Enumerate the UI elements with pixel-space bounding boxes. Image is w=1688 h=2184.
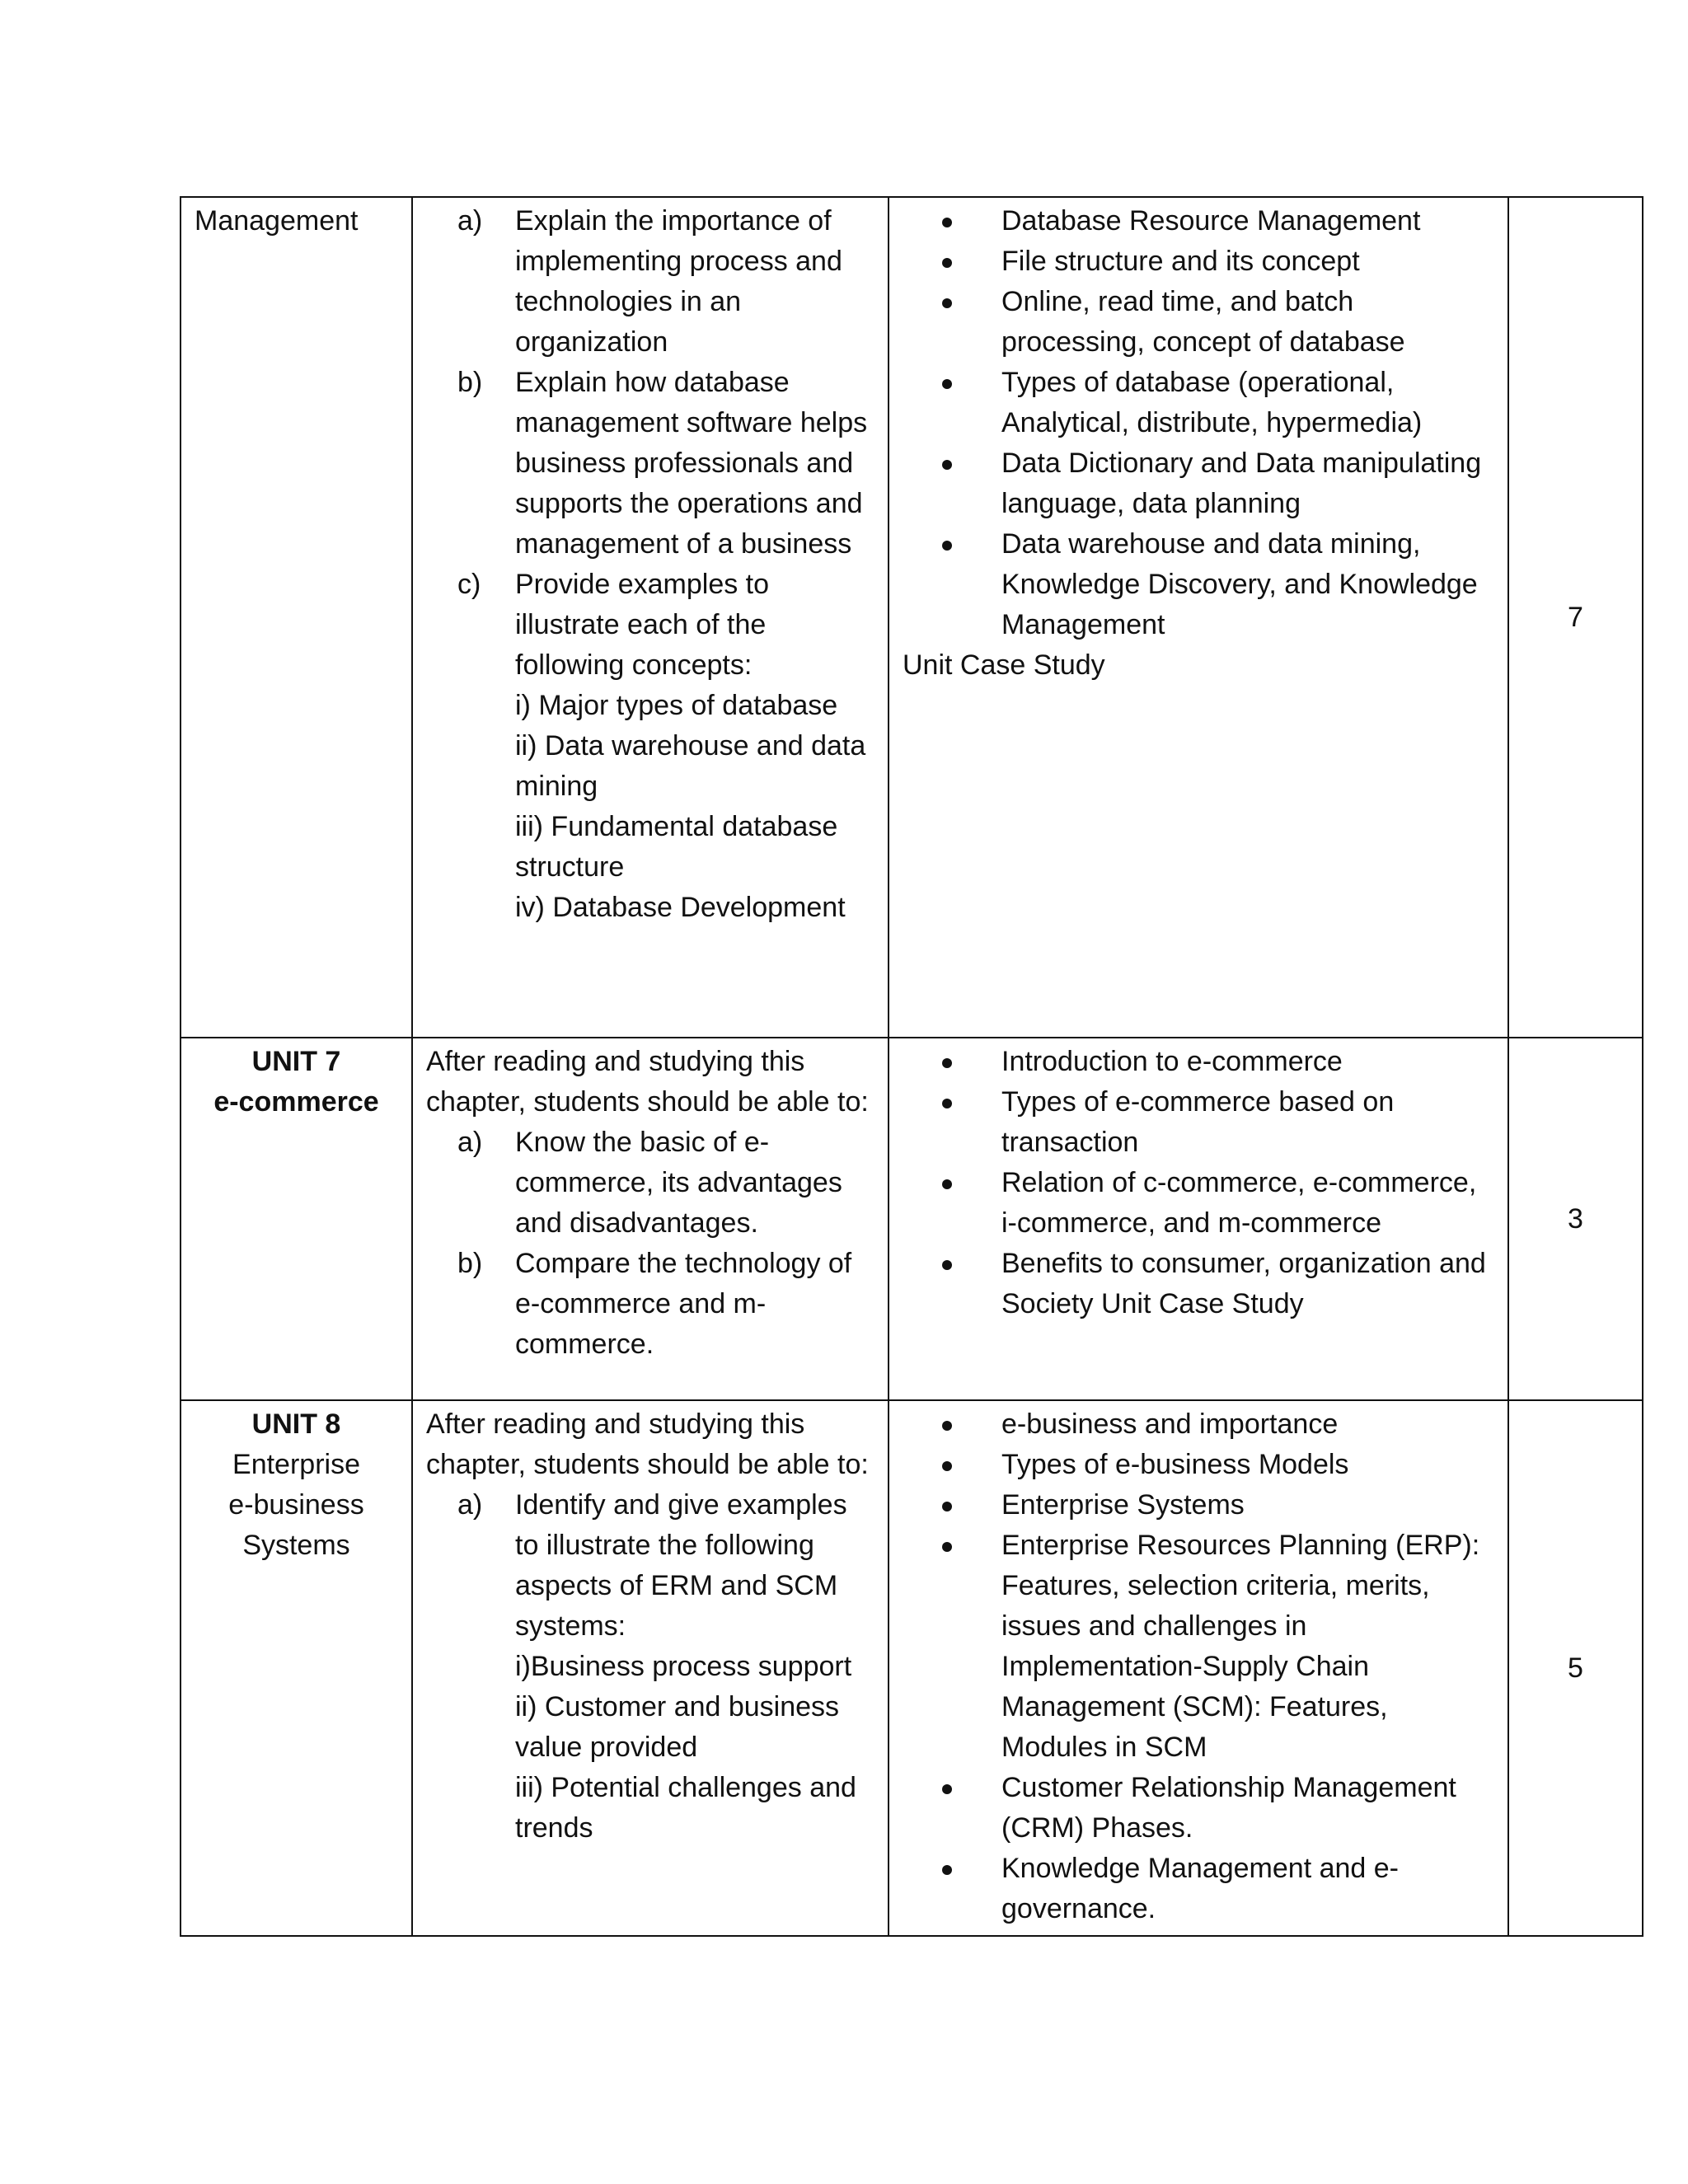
topics-list bbox=[903, 201, 1494, 645]
topic-item: Database Resource Management bbox=[1001, 201, 1494, 241]
topic-item: Online, read time, and batch processing, concept of database bbox=[1001, 282, 1494, 363]
topic-item: Relation of c-commerce, e-commerce, i-commerce, and m-commerce bbox=[1001, 1163, 1494, 1244]
table-row bbox=[181, 1400, 1643, 1936]
objective-subitem: iii) Fundamental database structure bbox=[515, 811, 838, 883]
unit-cell bbox=[181, 197, 412, 1038]
bullet-icon bbox=[942, 460, 952, 470]
topic-item: Data warehouse and data mining, Knowledge Discovery, and Knowledge Management bbox=[1001, 524, 1494, 645]
table-row bbox=[181, 197, 1643, 1038]
topics-cell bbox=[889, 1400, 1508, 1936]
topic-item: Types of database (operational, Analytical, distribute, hypermedia) bbox=[1001, 363, 1494, 443]
hours-value: 3 bbox=[1568, 1202, 1583, 1235]
objective-text: Provide examples to illustrate each of the following concepts: bbox=[515, 569, 770, 681]
objective-text: Compare the technology of e-commerce and m-commerce. bbox=[515, 1248, 852, 1360]
unit-case-study: Unit Case Study bbox=[903, 649, 1105, 681]
topic-item: Introduction to e-commerce bbox=[1001, 1042, 1494, 1082]
objective-marker: c) bbox=[457, 569, 481, 600]
objective-subitem: ii) Customer and business value provided bbox=[515, 1691, 840, 1763]
objectives-cell bbox=[412, 1400, 889, 1936]
objective-subitem: iv) Database Development bbox=[515, 892, 846, 923]
hours-value: 5 bbox=[1568, 1652, 1583, 1684]
topic-item: Benefits to consumer, organization and Society Unit Case Study bbox=[1001, 1244, 1494, 1324]
objective-subitem: ii) Data warehouse and data mining bbox=[515, 730, 866, 802]
topic-item: Types of e-commerce based on transaction bbox=[1001, 1082, 1494, 1163]
bullet-icon bbox=[942, 1461, 952, 1471]
unit-name: Systems bbox=[242, 1530, 350, 1561]
table-row bbox=[181, 1038, 1643, 1400]
bullet-icon bbox=[942, 541, 952, 551]
objective-item bbox=[457, 1244, 874, 1365]
unit-name: e-business bbox=[228, 1489, 364, 1521]
objective-marker: a) bbox=[457, 1489, 483, 1521]
objective-item bbox=[457, 1485, 874, 1849]
topic-item: Data Dictionary and Data manipulating language, data planning bbox=[1001, 443, 1494, 524]
bullet-icon bbox=[942, 218, 952, 227]
objective-item bbox=[457, 565, 874, 928]
bullet-icon bbox=[942, 258, 952, 268]
topic-item: Types of e-business Models bbox=[1001, 1445, 1494, 1485]
objective-item bbox=[457, 201, 874, 363]
bullet-icon bbox=[942, 379, 952, 389]
bullet-icon bbox=[942, 1542, 952, 1552]
unit-cell bbox=[181, 1038, 412, 1400]
topic-item: Customer Relationship Management (CRM) Phases. bbox=[1001, 1768, 1494, 1849]
bullet-icon bbox=[942, 1260, 952, 1270]
bullet-icon bbox=[942, 1421, 952, 1431]
unit-title: UNIT 8 bbox=[251, 1408, 341, 1440]
topics-list bbox=[903, 1042, 1494, 1324]
topics-list bbox=[903, 1404, 1494, 1929]
objective-marker: b) bbox=[457, 1248, 483, 1279]
objective-marker: a) bbox=[457, 205, 483, 237]
objectives-cell bbox=[412, 1038, 889, 1400]
hours-cell bbox=[1508, 1400, 1643, 1936]
objectives-intro: After reading and studying this chapter, students should be able to: bbox=[426, 1046, 869, 1118]
topics-cell bbox=[889, 1038, 1508, 1400]
unit-cell bbox=[181, 1400, 412, 1936]
objective-item bbox=[457, 1122, 874, 1244]
objective-item bbox=[457, 363, 874, 565]
objective-text: Identify and give examples to illustrate the following aspects of ERM and SCM systems: bbox=[515, 1489, 847, 1642]
objective-subitem: iii) Potential challenges and trends bbox=[515, 1772, 856, 1844]
hours-cell bbox=[1508, 197, 1643, 1038]
bullet-icon bbox=[942, 1502, 952, 1511]
bullet-icon bbox=[942, 1179, 952, 1189]
unit-title: UNIT 7 bbox=[251, 1046, 341, 1077]
topic-item: Knowledge Management and e-governance. bbox=[1001, 1849, 1494, 1929]
objectives-list bbox=[426, 1122, 874, 1365]
unit-name: e-commerce bbox=[213, 1086, 379, 1118]
topics-cell bbox=[889, 197, 1508, 1038]
objective-text: Explain the importance of implementing process and technologies in an organization bbox=[515, 205, 842, 358]
objective-text: Explain how database management software helps business professionals and supports the operations and management of a business bbox=[515, 367, 868, 560]
objective-marker: b) bbox=[457, 367, 483, 398]
hours-cell bbox=[1508, 1038, 1643, 1400]
topic-item: Enterprise Systems bbox=[1001, 1485, 1494, 1526]
bullet-icon bbox=[942, 1784, 952, 1794]
objective-marker: a) bbox=[457, 1127, 483, 1158]
objective-text: Know the basic of e-commerce, its advantages and disadvantages. bbox=[515, 1127, 842, 1239]
bullet-icon bbox=[942, 1865, 952, 1875]
objective-subitem: i) Major types of database bbox=[515, 690, 838, 721]
objectives-list bbox=[426, 1485, 874, 1849]
topic-item: Enterprise Resources Planning (ERP): Features, selection criteria, merits, issues and challenges in Implementation-Supply Chain Management (SCM): Features, Modules in SCM bbox=[1001, 1526, 1494, 1768]
topic-item: File structure and its concept bbox=[1001, 241, 1494, 282]
bullet-icon bbox=[942, 1099, 952, 1108]
hours-value: 7 bbox=[1568, 601, 1583, 633]
objective-subitem: i)Business process support bbox=[515, 1651, 852, 1682]
topic-item: e-business and importance bbox=[1001, 1404, 1494, 1445]
objectives-cell bbox=[412, 197, 889, 1038]
syllabus-table bbox=[180, 196, 1643, 1937]
unit-name: Enterprise bbox=[232, 1449, 360, 1480]
objectives-list bbox=[426, 201, 874, 928]
objectives-intro: After reading and studying this chapter, students should be able to: bbox=[426, 1408, 869, 1480]
bullet-icon bbox=[942, 1058, 952, 1068]
unit-name: Management bbox=[195, 205, 359, 237]
bullet-icon bbox=[942, 298, 952, 308]
